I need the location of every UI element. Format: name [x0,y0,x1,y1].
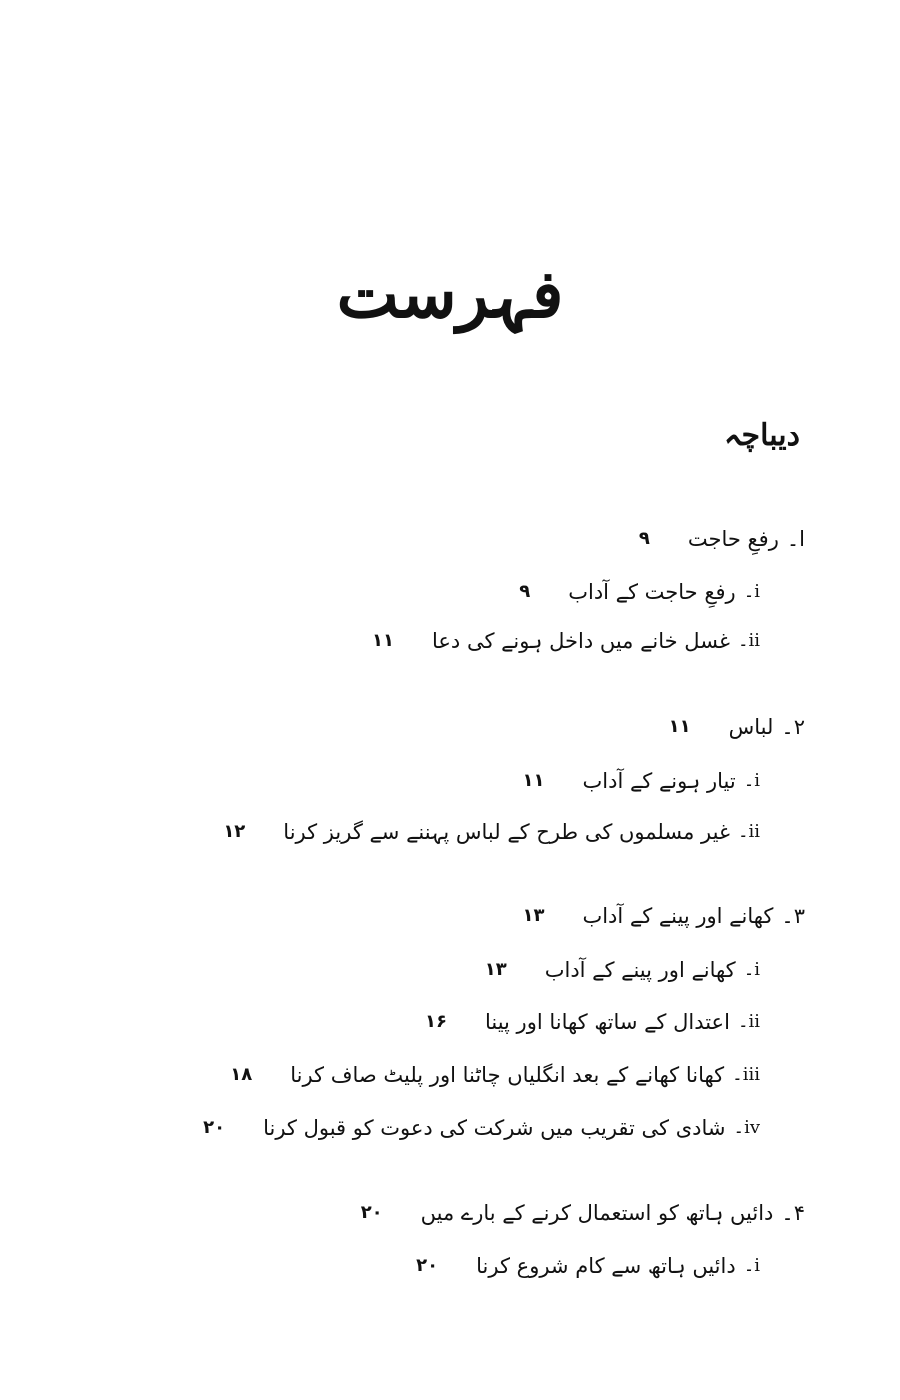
toc-text: دائیں ہاتھ سے کام شروع کرنا [476,1254,736,1278]
toc-marker: ا۔ [786,527,805,551]
toc-page-number: ۱۲ [223,821,246,842]
toc-page-number: ۲۰ [416,1255,439,1276]
toc-entry [669,710,805,743]
toc-entry [523,764,760,797]
toc-text: کھانے اور پینے کے آداب [544,958,736,982]
toc-marker: iii۔ [732,1064,760,1085]
toc-marker: i۔ [743,770,760,791]
toc-page-number: ۱۳ [484,959,507,980]
toc-marker: i۔ [743,581,760,602]
toc-text: کھانے اور پینے کے آداب [582,904,774,928]
toc-marker: ۴۔ [781,1201,805,1225]
toc-entry [361,1196,805,1229]
toc-entry [203,1111,760,1144]
toc-page-number: ۱۱ [668,716,691,737]
preface-heading: دیباچہ [723,418,800,453]
toc-entry [519,575,760,608]
toc-page-number: ۱۱ [372,630,394,651]
toc-text: تیار ہونے کے آداب [582,769,736,793]
toc-text: غیر مسلموں کی طرح کے لباس پہننے سے گریز کرنا [283,820,730,844]
toc-entry [223,815,760,848]
toc-marker: ii۔ [737,821,760,842]
toc-marker: ۲۔ [781,715,805,739]
toc-marker: iv۔ [733,1117,760,1138]
toc-page-number: ۱۸ [230,1064,253,1085]
toc-page-number: ۱۶ [424,1011,447,1032]
toc-marker: ۳۔ [781,904,805,928]
toc-marker: i۔ [743,1255,760,1276]
toc-text: غسل خانے میں داخل ہونے کی دعا [432,629,730,653]
toc-text: رفعِ حاجت کے آداب [568,580,736,604]
toc-marker: ii۔ [737,1011,760,1032]
toc-entry [522,899,805,932]
toc-entry [639,522,805,555]
toc-entry [425,1005,760,1038]
toc-page-number: ۱۳ [522,905,545,926]
toc-page-number: ۲۰ [203,1117,226,1138]
toc-text: دائیں ہاتھ کو استعمال کرنے کے بارے میں [420,1201,774,1225]
toc-entry [372,624,760,657]
toc-page-number: ۹ [638,528,650,549]
toc-page-number: ۹ [519,581,531,602]
toc-marker: i۔ [743,959,760,980]
toc-text: اعتدال کے ساتھ کھانا اور پینا [484,1010,730,1034]
toc-text: رفعِ حاجت [687,527,779,551]
toc-text: کھانا کھانے کے بعد انگلیاں چاٹنا اور پلیٹ صاف کرنا [290,1063,725,1087]
toc-marker: ii۔ [737,630,760,651]
page-title: فہرست [336,255,564,333]
toc-text: شادی کی تقریب میں شرکت کی دعوت کو قبول کرنا [263,1116,726,1140]
toc-entry [485,953,760,986]
toc-entry [416,1249,760,1282]
toc-page-number: ۲۰ [360,1202,383,1223]
toc-page-number: ۱۱ [522,770,545,791]
toc-text: لباس [728,715,774,739]
toc-entry [230,1058,760,1091]
